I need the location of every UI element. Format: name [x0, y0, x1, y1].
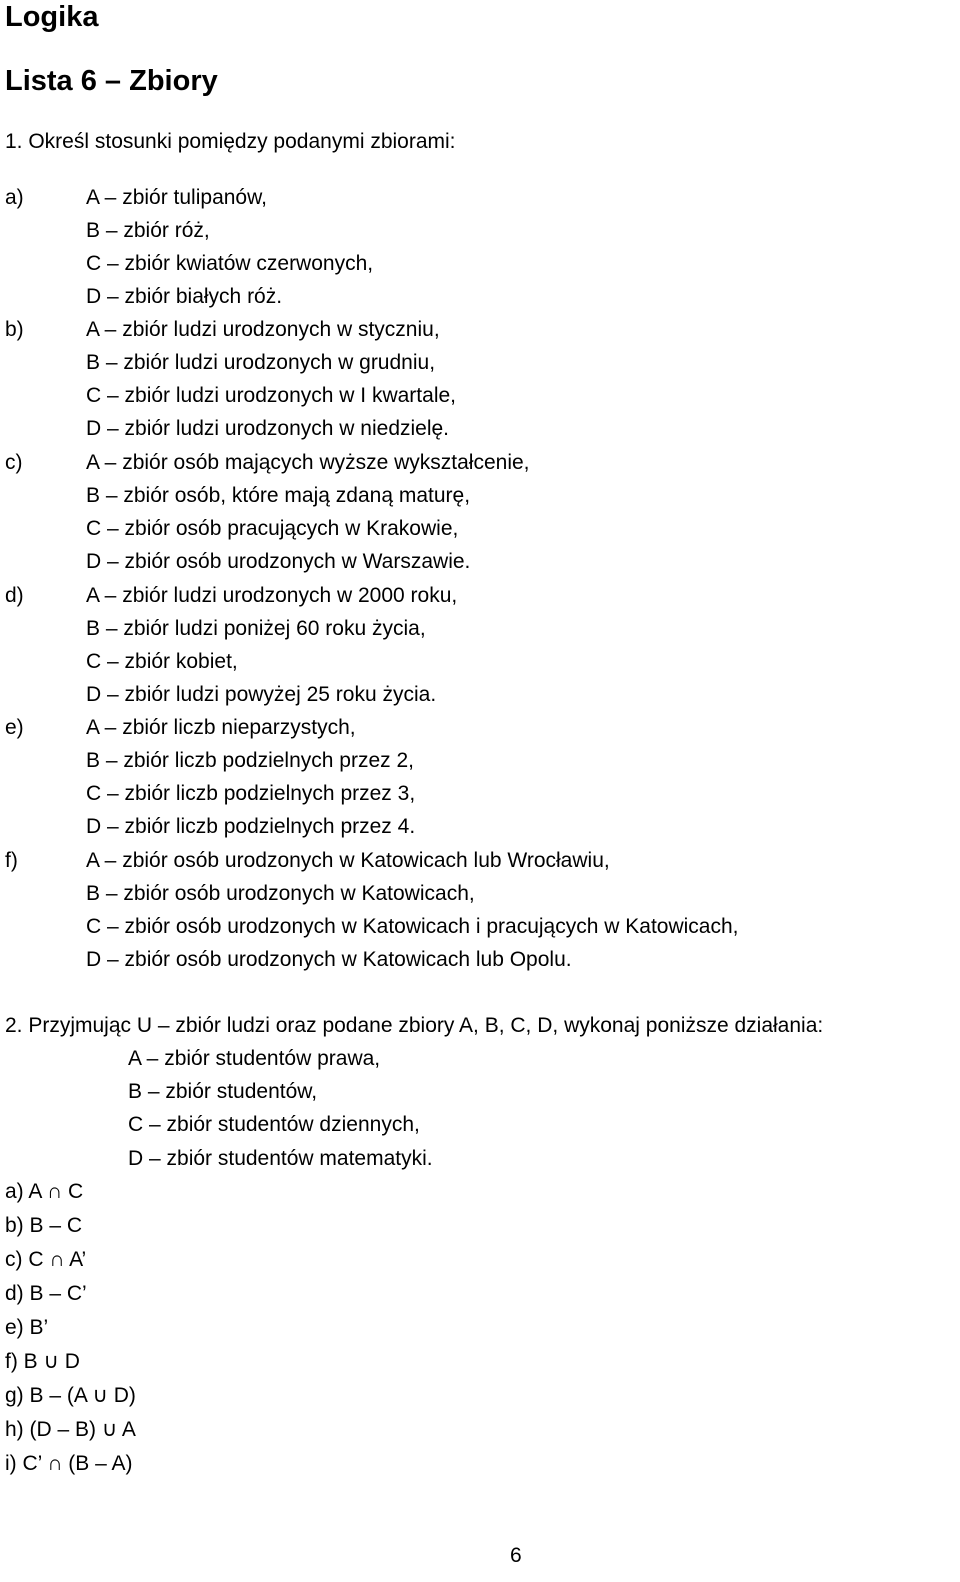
- task1-set-definition: C – zbiór liczb podzielnych przez 3,: [86, 782, 416, 805]
- task2-heading: 2. Przyjmując U – zbiór ludzi oraz podane zbiory A, B, C, D, wykonaj poniższe działania:: [5, 1014, 824, 1037]
- task2-operation: h) (D – B) ∪ A: [5, 1418, 136, 1441]
- task2-operation: a) A ∩ C: [5, 1180, 84, 1203]
- task2-operation: g) B – (A ∪ D): [5, 1384, 136, 1407]
- list-title: Lista 6 – Zbiory: [5, 65, 218, 97]
- task1-set-definition: C – zbiór osób pracujących w Krakowie,: [86, 517, 459, 540]
- task2-operation: b) B – C: [5, 1214, 83, 1237]
- task1-item-label: a): [5, 186, 24, 209]
- task2-set-definition: B – zbiór studentów,: [128, 1080, 318, 1103]
- task1-set-definition: C – zbiór ludzi urodzonych w I kwartale,: [86, 384, 456, 407]
- task1-set-definition: D – zbiór liczb podzielnych przez 4.: [86, 815, 416, 838]
- task1-set-definition: A – zbiór osób mających wyższe wykształcenie,: [86, 451, 530, 474]
- task2-set-definition: D – zbiór studentów matematyki.: [128, 1147, 433, 1170]
- task1-set-definition: A – zbiór ludzi urodzonych w styczniu,: [86, 318, 440, 341]
- task1-set-definition: D – zbiór ludzi urodzonych w niedzielę.: [86, 417, 450, 440]
- task1-set-definition: A – zbiór ludzi urodzonych w 2000 roku,: [86, 584, 458, 607]
- task2-operation: d) B – C’: [5, 1282, 87, 1305]
- document-title: Logika: [5, 1, 99, 33]
- task1-set-definition: B – zbiór ludzi urodzonych w grudniu,: [86, 351, 436, 374]
- task1-set-definition: D – zbiór osób urodzonych w Katowicach lub Opolu.: [86, 948, 572, 971]
- page-number: 6: [510, 1544, 522, 1567]
- task1-set-definition: D – zbiór osób urodzonych w Warszawie.: [86, 550, 471, 573]
- task1-set-definition: B – zbiór osób urodzonych w Katowicach,: [86, 882, 475, 905]
- task1-item-label: f): [5, 849, 18, 872]
- task1-set-definition: D – zbiór białych róż.: [86, 285, 283, 308]
- task1-set-definition: A – zbiór tulipanów,: [86, 186, 267, 209]
- task2-set-definition: A – zbiór studentów prawa,: [128, 1047, 381, 1070]
- task1-item-label: d): [5, 584, 24, 607]
- task1-set-definition: C – zbiór kobiet,: [86, 650, 238, 673]
- task1-heading: 1. Określ stosunki pomiędzy podanymi zbiorami:: [5, 130, 456, 153]
- task1-set-definition: B – zbiór róż,: [86, 219, 210, 242]
- task1-set-definition: C – zbiór osób urodzonych w Katowicach i pracujących w Katowicach,: [86, 915, 739, 938]
- task1-set-definition: B – zbiór osób, które mają zdaną maturę,: [86, 484, 471, 507]
- task1-set-definition: A – zbiór liczb nieparzystych,: [86, 716, 356, 739]
- task1-set-definition: B – zbiór ludzi poniżej 60 roku życia,: [86, 617, 426, 640]
- task1-item-label: c): [5, 451, 23, 474]
- task2-operation: i) C’ ∩ (B – A): [5, 1452, 133, 1475]
- task1-set-definition: B – zbiór liczb podzielnych przez 2,: [86, 749, 414, 772]
- task1-set-definition: A – zbiór osób urodzonych w Katowicach lub Wrocławiu,: [86, 849, 610, 872]
- task1-item-label: b): [5, 318, 24, 341]
- task2-operation: c) C ∩ A’: [5, 1248, 87, 1271]
- task2-set-definition: C – zbiór studentów dziennych,: [128, 1113, 420, 1136]
- task2-operation: e) B’: [5, 1316, 49, 1339]
- task1-item-label: e): [5, 716, 24, 739]
- task1-set-definition: C – zbiór kwiatów czerwonych,: [86, 252, 374, 275]
- task2-operation: f) B ∪ D: [5, 1350, 80, 1373]
- task1-set-definition: D – zbiór ludzi powyżej 25 roku życia.: [86, 683, 437, 706]
